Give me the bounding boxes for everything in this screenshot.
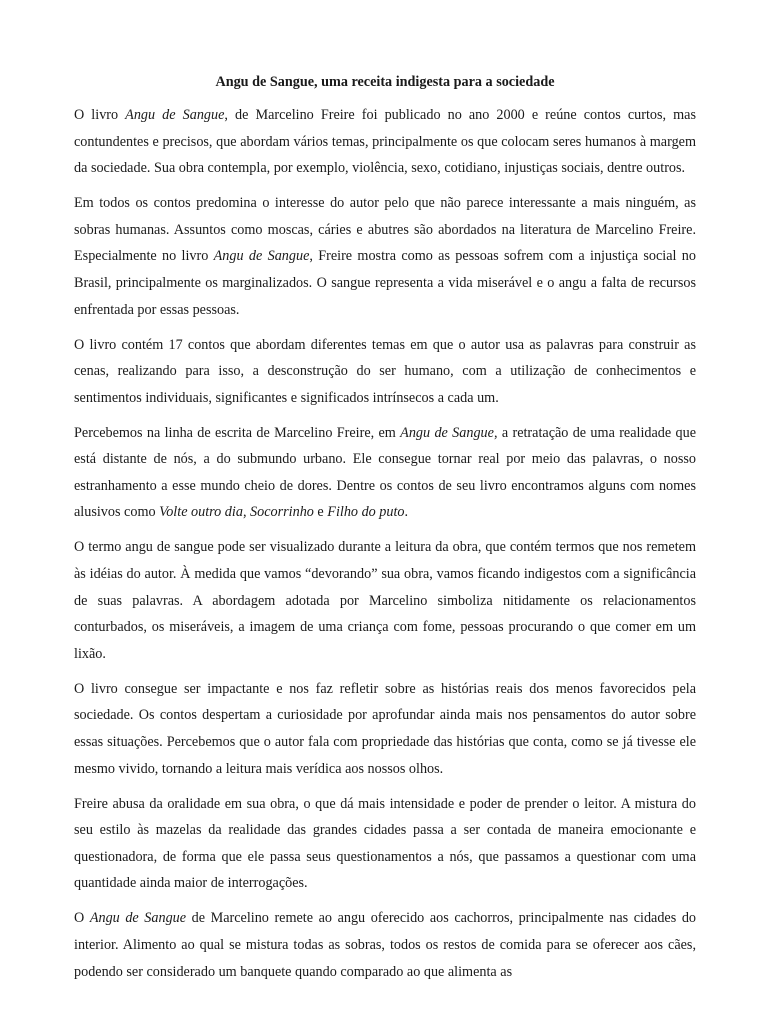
text-run: , xyxy=(242,504,251,521)
text-run: O livro xyxy=(74,107,126,123)
text-run: O xyxy=(74,910,90,927)
text-run: Percebemos na linha de escrita de Marcelino Freire, em xyxy=(74,424,401,441)
text-run: O livro consegue ser impactante e nos faz refletir sobre as histórias reais dos menos favorecidos pela sociedade. Os contos despertam a curiosidade por aprofundar ainda mais nos pensamentos do autor sobre essas situações. Percebemos que o autor fala com propriedade das histórias que conta, como se já tivesse ele mesmo vivido, tornando a leitura mais verídica aos nossos olhos. xyxy=(74,680,696,777)
paragraph xyxy=(74,534,696,667)
text-run: Freire abusa da oralidade em sua obra, o que dá mais intensidade e poder de prender o leitor. A mistura do seu estilo às mazelas da realidade das grandes cidades passa a ser contada de maneira emocionante e questionadora, de forma que ele passa seus questionamentos a nós, que passamos a questionar com uma quantidade ainda maior de interrogações. xyxy=(74,795,696,892)
document-title: Angu de Sangue, uma receita indigesta para a sociedade xyxy=(215,74,555,90)
document-body xyxy=(74,102,696,985)
paragraph xyxy=(74,420,696,526)
paragraph xyxy=(74,905,696,985)
italic-text: Angu de Sangue xyxy=(213,248,310,265)
text-run: , Freire mostra como as pessoas sofrem com a injustiça social no Brasil, principalmente os marginalizados. O sangue representa a vida miserável e o angu a falta de recursos enfrentada por essas pessoas. xyxy=(74,248,696,318)
paragraph xyxy=(74,190,696,323)
text-run: , a retratação de uma realidade que está distante de nós, a do submundo urbano. Ele consegue tornar real por meio das palavras, o nosso estranhamento a esse mundo cheio de dores. Dentre os contos de seu livro encontramos alguns com nomes alusivos como xyxy=(74,424,696,521)
italic-text: Filho do puto xyxy=(327,504,405,521)
italic-text: Angu de Sangue xyxy=(125,107,225,123)
text-run: Em todos os contos predomina o interesse do autor pelo que não parece interessante a mais ninguém, as sobras humanas. Assuntos como moscas, cáries e abutres são abordados na literatura de Marcelino Freire. Especialmente no livro xyxy=(74,195,696,265)
text-run: , de Marcelino Freire foi publicado no ano 2000 e reúne contos curtos, mas contundentes e precisos, que abordam vários temas, principalmente os que colocam seres humanos à margem da sociedade. Sua obra contempla, por exemplo, violência, sexo, cotidiano, injustiças sociais, dentre outros. xyxy=(74,107,696,177)
italic-text: Socorrinho xyxy=(250,504,314,521)
paragraph xyxy=(74,102,696,182)
paragraph xyxy=(74,332,696,412)
text-run: de Marcelino remete ao angu oferecido aos cachorros, principalmente nas cidades do interior. Alimento ao qual se mistura todas as sobras, todos os restos de comida para se oferecer aos cães, podendo ser considerado um banquete quando comparado ao que alimenta as xyxy=(74,910,697,980)
paragraph xyxy=(74,676,696,782)
italic-text: Angu de Sangue xyxy=(400,424,494,441)
text-run: O termo angu de sangue pode ser visualizado durante a leitura da obra, que contém termos que nos remetem às idéias do autor. À medida que vamos “devorando” sua obra, vamos ficando indigestos com a significância de suas palavras. A abordagem adotada por Marcelino simboliza nitidamente os relacionamentos conturbados, os miseráveis, a imagem de uma criança com fome, pessoas procurando o que comer em um lixão. xyxy=(74,539,696,662)
italic-text: Angu de Sangue xyxy=(89,910,187,927)
italic-text: Volte outro dia xyxy=(159,504,243,521)
text-run: e xyxy=(313,504,328,521)
text-run: O livro contém 17 contos que abordam diferentes temas em que o autor usa as palavras para construir as cenas, realizando para isso, a desconstrução do ser humano, com a utilização de conhecimentos e sentimentos individuais, significantes e significados intrínsecos a cada um. xyxy=(74,336,696,406)
document-page xyxy=(74,72,696,994)
text-run: . xyxy=(404,504,409,521)
paragraph xyxy=(74,791,696,897)
